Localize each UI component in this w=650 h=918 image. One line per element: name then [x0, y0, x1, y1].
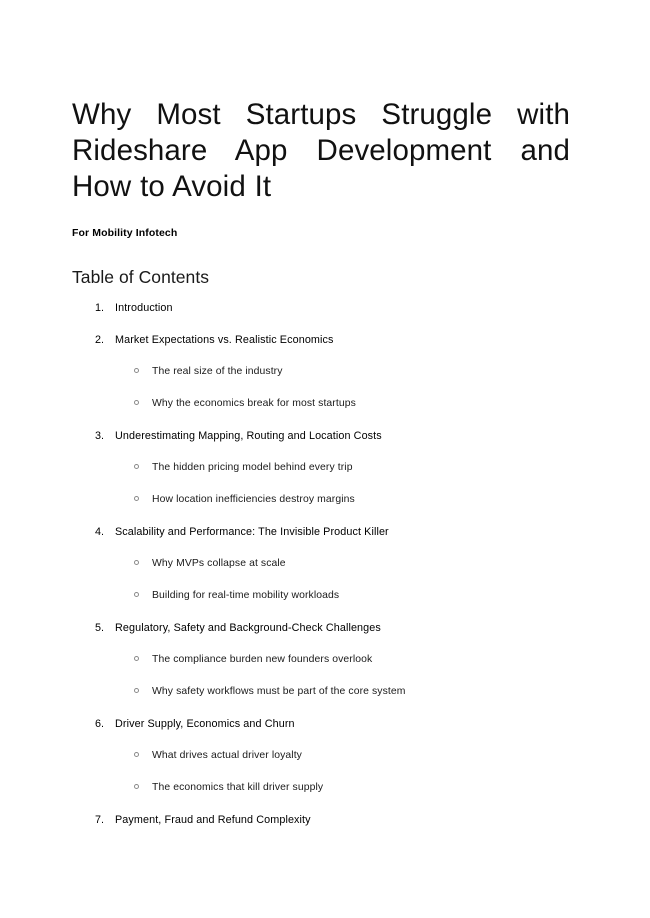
- toc-subentry-label: What drives actual driver loyalty: [152, 750, 302, 761]
- toc-entry-label: Market Expectations vs. Realistic Economics: [115, 334, 334, 346]
- toc-entry[interactable]: [72, 430, 570, 506]
- toc-entry-number: 7.: [95, 814, 105, 826]
- circle-outline-bullet: [134, 688, 139, 693]
- toc-entry-number: 6.: [95, 718, 105, 730]
- toc-entry-label: Driver Supply, Economics and Churn: [115, 718, 295, 730]
- page-title: Why Most Startups Struggle with Rideshare App Development and How to Avoid It: [72, 98, 570, 203]
- toc-subentry[interactable]: [115, 366, 570, 378]
- toc-entry-number: 5.: [95, 622, 105, 634]
- toc-entry-number: 4.: [95, 526, 105, 538]
- toc-sublist: [115, 442, 570, 506]
- circle-outline-bullet: [134, 368, 139, 373]
- circle-outline-bullet: [134, 592, 139, 597]
- toc-sublist: [115, 538, 570, 602]
- toc-entry-label: Scalability and Performance: The Invisible Product Killer: [115, 526, 389, 538]
- table-of-contents-list: [72, 288, 570, 826]
- toc-subentry[interactable]: [115, 590, 570, 602]
- circle-outline-bullet: [134, 752, 139, 757]
- circle-outline-bullet: [134, 496, 139, 501]
- toc-entry-label: Introduction: [115, 302, 173, 314]
- toc-subentry[interactable]: [115, 494, 570, 506]
- circle-outline-bullet: [134, 656, 139, 661]
- toc-subentry-label: The hidden pricing model behind every trip: [152, 462, 353, 473]
- toc-subentry-label: How location inefficiencies destroy margins: [152, 494, 355, 505]
- toc-subentry-label: Building for real-time mobility workloads: [152, 590, 340, 601]
- circle-outline-bullet: [134, 560, 139, 565]
- toc-entry-number: 3.: [95, 430, 105, 442]
- toc-entry[interactable]: [72, 334, 570, 410]
- toc-subentry[interactable]: [115, 686, 570, 698]
- circle-outline-bullet: [134, 400, 139, 405]
- toc-entry-label: Payment, Fraud and Refund Complexity: [115, 814, 311, 826]
- toc-subentry[interactable]: [115, 782, 570, 794]
- document-subtitle: For Mobility Infotech: [72, 227, 178, 239]
- table-of-contents-heading: Table of Contents: [72, 267, 210, 287]
- toc-entry[interactable]: [72, 526, 570, 602]
- toc-entry-number: 1.: [95, 302, 105, 314]
- toc-entry[interactable]: [72, 814, 570, 826]
- toc-entry-label: Regulatory, Safety and Background-Check Challenges: [115, 622, 381, 634]
- toc-subentry[interactable]: [115, 558, 570, 570]
- toc-subentry[interactable]: [115, 750, 570, 762]
- toc-subentry-label: The economics that kill driver supply: [152, 782, 324, 793]
- toc-subentry-label: The compliance burden new founders overlook: [152, 654, 373, 665]
- toc-sublist: [115, 634, 570, 698]
- toc-subentry[interactable]: [115, 462, 570, 474]
- toc-subentry[interactable]: [115, 398, 570, 410]
- toc-entry-number: 2.: [95, 334, 105, 346]
- toc-subentry-label: The real size of the industry: [152, 366, 283, 377]
- document-body: [72, 97, 570, 826]
- toc-entry[interactable]: [72, 302, 570, 314]
- toc-subentry[interactable]: [115, 654, 570, 666]
- toc-sublist: [115, 730, 570, 794]
- toc-sublist: [115, 346, 570, 410]
- toc-subentry-label: Why safety workflows must be part of the core system: [152, 686, 406, 697]
- toc-subentry-label: Why the economics break for most startups: [152, 398, 356, 409]
- toc-entry[interactable]: [72, 622, 570, 698]
- toc-entry[interactable]: [72, 718, 570, 794]
- toc-entry-label: Underestimating Mapping, Routing and Location Costs: [115, 430, 382, 442]
- circle-outline-bullet: [134, 464, 139, 469]
- circle-outline-bullet: [134, 784, 139, 789]
- toc-subentry-label: Why MVPs collapse at scale: [152, 558, 286, 569]
